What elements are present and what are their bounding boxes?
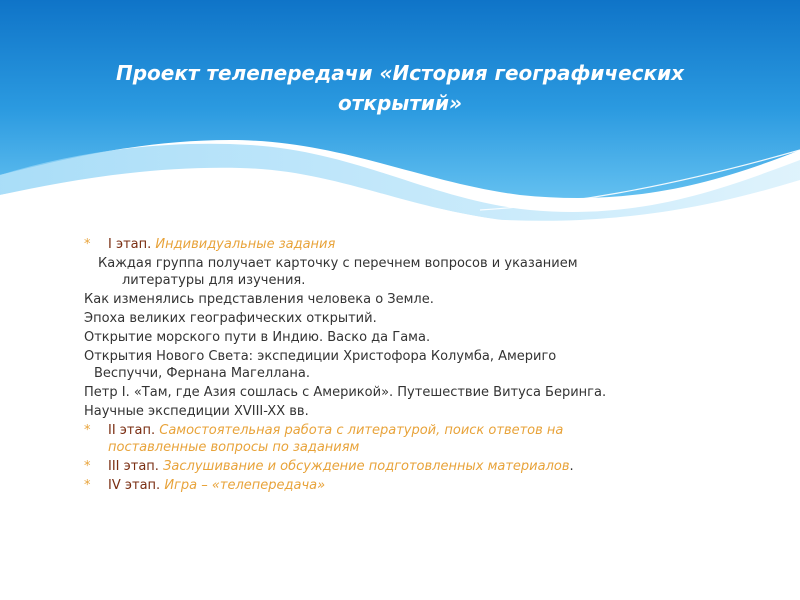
- topic-item: Петр I. «Там, где Азия сошлась с Америкой». Путешествие Витуса Беринга.: [84, 385, 607, 400]
- stage-1-label: I этап.: [108, 237, 152, 252]
- stage-1-description-line-2: литературы для изучения.: [122, 273, 306, 288]
- topic-item: Как изменялись представления человека о Земле.: [84, 292, 434, 307]
- stage-4-title: Игра – «телепередача»: [164, 478, 326, 493]
- topic-item: [84, 348, 724, 382]
- stage-3-title: Заслушивание и обсуждение подготовленных материалов: [163, 459, 570, 474]
- topic-item: Научные экспедиции XVIII-XX вв.: [84, 404, 309, 419]
- stage-2-title: Самостоятельная работа с литературой, поиск ответов на: [159, 423, 564, 438]
- stage-3-period: .: [569, 459, 574, 474]
- header-wave-background: [0, 0, 800, 240]
- stage-2-title-continued: поставленные вопросы по заданиям: [108, 440, 360, 455]
- stage-2-label: II этап.: [108, 423, 156, 438]
- star-bullet-icon: *: [84, 237, 91, 252]
- slide-title: [95, 58, 705, 118]
- stage-4-item: [84, 477, 724, 494]
- stage-1-description: [84, 255, 724, 289]
- stage-1-title: Индивидуальные задания: [155, 237, 336, 252]
- slide-body: [84, 236, 724, 496]
- stage-1-description-line-1: Каждая группа получает карточку с перечнем вопросов и указанием: [98, 256, 578, 271]
- topic-item: Открытие морского пути в Индию. Васко да Гама.: [84, 330, 431, 345]
- stage-2-item: [84, 422, 724, 456]
- stage-4-label: IV этап.: [108, 478, 161, 493]
- stage-3-label: III этап.: [108, 459, 159, 474]
- stage-3-item: [84, 458, 724, 475]
- topic-line-continued: Веспуччи, Фернана Магеллана.: [94, 366, 311, 381]
- title-line-1: Проект телепередачи «История географических: [115, 61, 685, 85]
- star-bullet-icon: *: [84, 423, 91, 438]
- topic-item: Эпоха великих географических открытий.: [84, 311, 377, 326]
- topic-line: Открытия Нового Света: экспедиции Христофора Колумба, Америго: [84, 349, 557, 364]
- title-line-2: открытий»: [338, 91, 462, 115]
- stage-1-item: [84, 236, 724, 253]
- star-bullet-icon: *: [84, 478, 91, 493]
- star-bullet-icon: *: [84, 459, 91, 474]
